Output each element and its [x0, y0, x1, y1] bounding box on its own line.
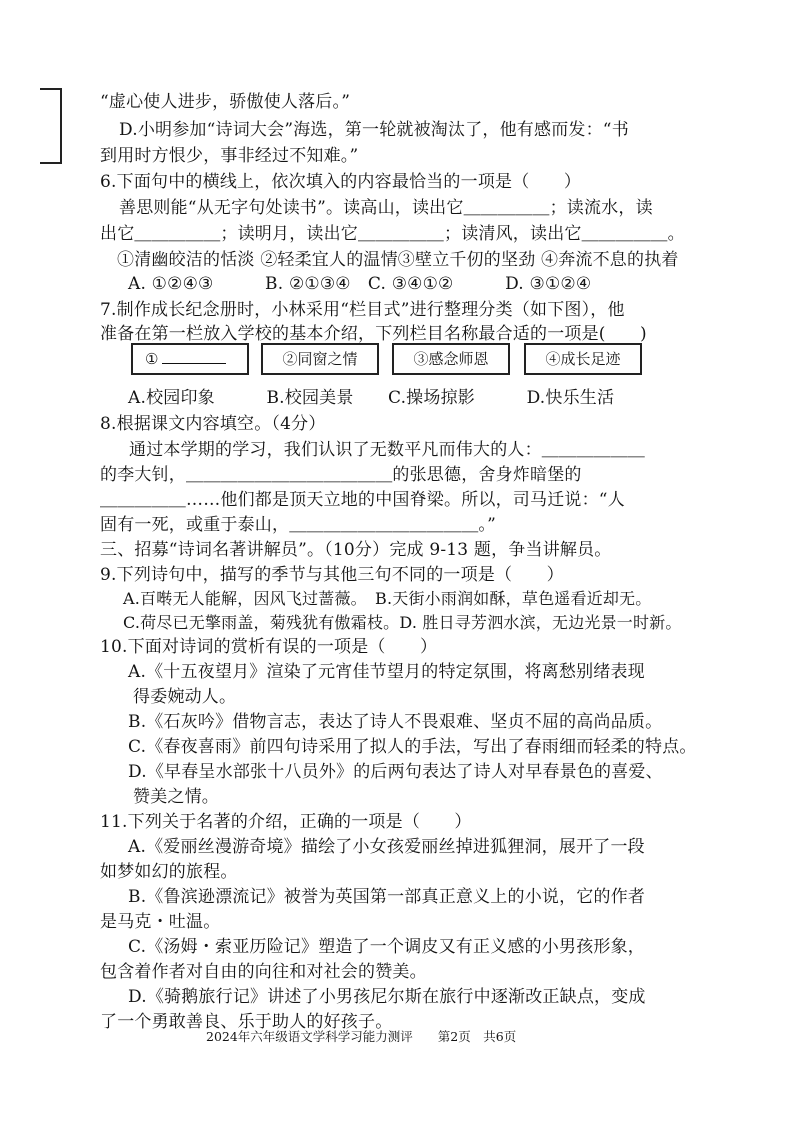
text-line: 赞美之情。: [133, 787, 219, 807]
text-line: A.《爱丽丝漫游奇境》描绘了小女孩爱丽丝掉进狐狸洞，展开了一段: [128, 837, 645, 857]
question-8: 8.根据课文内容填空。（4分）: [100, 414, 326, 434]
question-7: 7.制作成长纪念册时，小林采用“栏目式”进行整理分类（如下图），他: [100, 300, 625, 320]
text-line: C.荷尽已无擎雨盖，菊残犹有傲霜枝。D. 胜日寻芳泗水滨，无边光景一时新。: [123, 613, 682, 632]
fill-blank: [162, 349, 226, 364]
section-heading: 三、招募“诗词名著讲解员”。（10分）完成 9-13 题，争当讲解员。: [100, 540, 612, 560]
question-10: 10.下面对诗词的赏析有误的一项是（ ）: [100, 637, 438, 657]
question-11: 11.下列关于名著的介绍，正确的一项是（ ）: [100, 812, 472, 832]
answer-options: A.校园印象 B.校园美景 C.操场掠影 D.快乐生活: [128, 388, 615, 408]
text-line: D.《早春呈水部张十八员外》的后两句表达了诗人对早春景色的喜爱、: [128, 762, 663, 782]
text-line: 是马克・吐温。: [100, 912, 221, 932]
text-line: 善思则能“从无字句处读书”。读高山，读出它＿＿＿＿＿；读流水，读: [119, 198, 653, 218]
column-box-4: [524, 343, 642, 375]
column-box-label: ④成长足迹: [545, 350, 621, 368]
text-line: B.《鲁滨逊漂流记》被誉为英国第一部真正意义上的小说，它的作者: [128, 887, 646, 907]
text-line: ①清幽皎洁的恬淡 ②轻柔宜人的温情③壁立千仞的坚劲 ④奔流不息的执着: [117, 250, 679, 270]
text-line: 到用时方恨少，事非经过不知难。”: [100, 146, 359, 166]
text-line: A.百啭无人能解，因风飞过蔷薇。 B.天街小雨润如酥，草色遥看近却无。: [123, 589, 652, 608]
text-line: C.《春夜喜雨》前四句诗采用了拟人的手法，写出了春雨细而轻柔的特点。: [128, 737, 697, 757]
text-line: 的李大钊，＿＿＿＿＿＿＿＿＿＿＿＿的张思德，舍身炸暗堡的: [100, 465, 582, 485]
text-line: B.《石灰吟》借物言志，表达了诗人不畏艰难、坚贞不屈的高尚品质。: [128, 712, 663, 732]
column-box-2: [261, 343, 379, 375]
binding-bracket: [40, 88, 62, 164]
text-line: 通过本学期的学习，我们认识了无数平凡而伟大的人：＿＿＿＿＿＿: [129, 440, 645, 460]
text-line: C.《汤姆・索亚历险记》塑造了一个调皮又有正义感的小男孩形象，: [128, 937, 646, 957]
text-line: 固有一死，或重于泰山，＿＿＿＿＿＿＿＿＿＿＿。”: [100, 515, 496, 535]
question-6: 6.下面句中的横线上，依次填入的内容最恰当的一项是（ ）: [100, 172, 582, 192]
text-line: “虚心使人进步，骄傲使人落后。”: [100, 92, 351, 112]
text-line: 了一个勇敢善良、乐于助人的好孩子。: [100, 1012, 393, 1032]
text-line: D.小明参加“诗词大会”海选，第一轮就被淘汰了，他有感而发：“书: [119, 120, 629, 140]
question-9: 9.下列诗句中，描写的季节与其他三句不同的一项是（ ）: [100, 565, 564, 585]
text-line: 如梦如幻的旅程。: [100, 862, 238, 882]
column-box-1: [131, 343, 249, 375]
page-footer: 2024年六年级语文学科学习能力测评 第2页 共6页: [206, 1029, 517, 1044]
column-box-label: ②同窗之情: [282, 350, 358, 368]
answer-options: A. ①②④③ B. ②①③④ C. ③④①② D. ③①②④: [128, 274, 592, 294]
text-line: 包含着作者对自由的向往和对社会的赞美。: [100, 962, 427, 982]
text-line: 出它＿＿＿＿＿；读明月，读出它＿＿＿＿＿；读清风，读出它＿＿＿＿＿。: [100, 224, 685, 244]
column-box-label: ①: [145, 350, 159, 368]
text-line: ＿＿＿＿＿……他们都是顶天立地的中国脊梁。所以，司马迁说：“人: [100, 490, 625, 510]
column-box-3: [392, 343, 510, 375]
text-line: 准备在第一栏放入学校的基本介绍，下列栏目名称最合适的一项是( ): [100, 324, 647, 344]
text-line: A.《十五夜望月》渲染了元宵佳节望月的特定氛围，将离愁别绪表现: [128, 662, 645, 682]
text-line: 得委婉动人。: [133, 687, 237, 707]
text-line: D.《骑鹅旅行记》讲述了小男孩尼尔斯在旅行中逐渐改正缺点，变成: [128, 987, 646, 1007]
column-box-label: ③感念师恩: [413, 350, 489, 368]
